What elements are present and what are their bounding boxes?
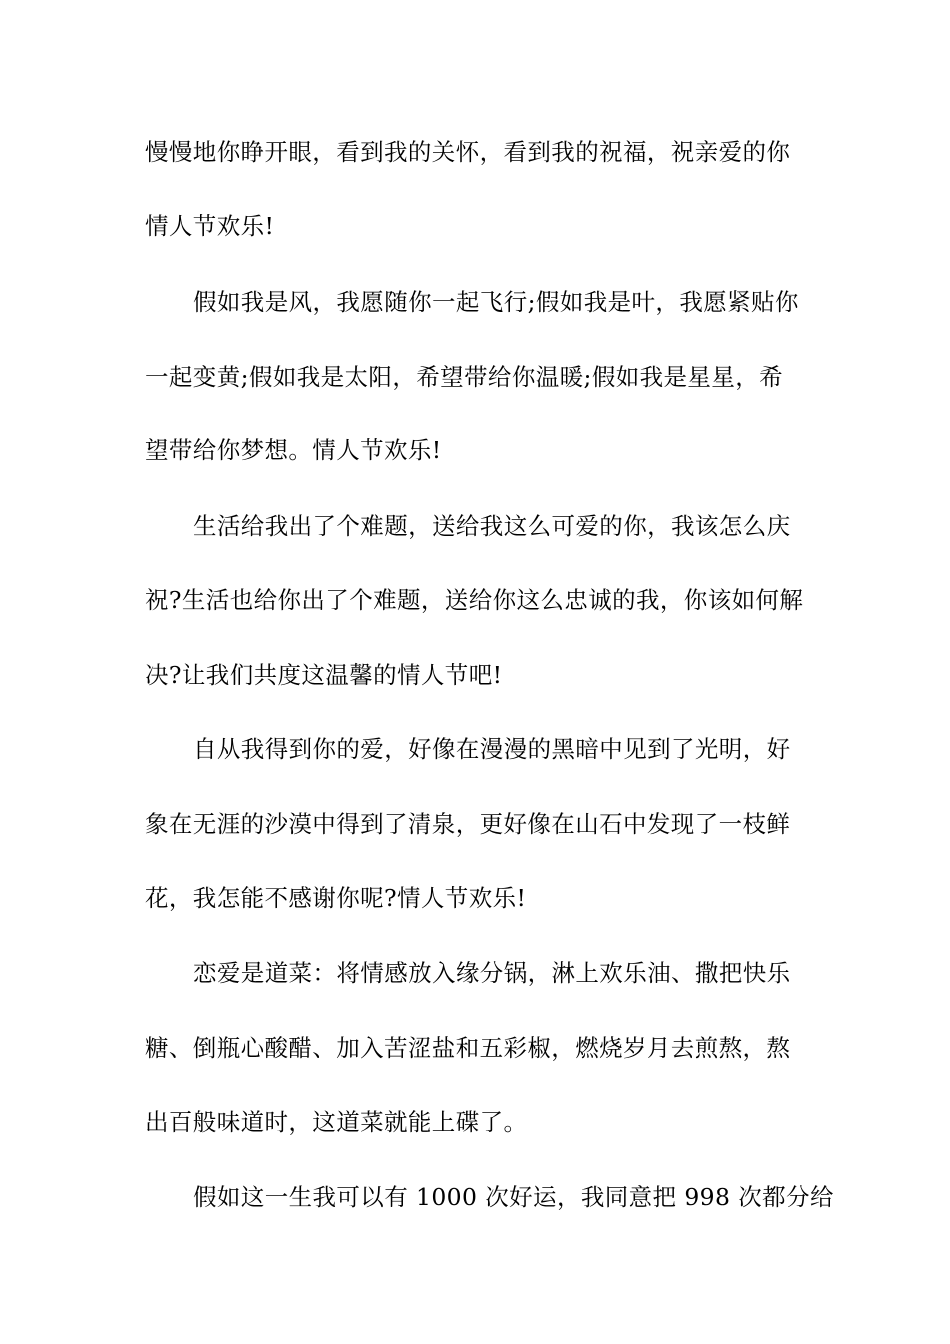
paragraph-start-line: 假如我是风，我愿随你一起飞行;假如我是叶，我愿紧贴你 [193,288,799,316]
text-line: 象在无涯的沙漠中得到了清泉，更好像在山石中发现了一枝鲜 [145,810,791,838]
text-line: 祝?生活也给你出了个难题，送给你这么忠诚的我，你该如何解 [145,586,804,614]
text-line: 情人节欢乐! [145,212,275,240]
text-line: 望带给你梦想。情人节欢乐! [145,436,442,464]
paragraph-start-line: 假如这一生我可以有 1000 次好运，我同意把 998 次都分给 [193,1183,834,1211]
text-line: 慢慢地你睁开眼，看到我的关怀，看到我的祝福，祝亲爱的你 [145,138,791,166]
paragraph-start-line: 自从我得到你的爱，好像在漫漫的黑暗中见到了光明，好 [193,735,791,763]
text-line: 出百般味道时，这道菜就能上碟了。 [145,1108,528,1136]
text-line: 花，我怎能不感谢你呢?情人节欢乐! [145,884,527,912]
text-line: 决?让我们共度这温馨的情人节吧! [145,661,503,689]
text-line: 糖、倒瓶心酸醋、加入苦涩盐和五彩椒，燃烧岁月去煎熬，熬 [145,1034,791,1062]
paragraph-start-line: 生活给我出了个难题，送给我这么可爱的你，我该怎么庆 [193,512,791,540]
paragraph-start-line: 恋爱是道菜：将情感放入缘分锅，淋上欢乐油、撒把快乐 [193,959,791,987]
text-line: 一起变黄;假如我是太阳，希望带给你温暖;假如我是星星，希 [145,363,784,391]
